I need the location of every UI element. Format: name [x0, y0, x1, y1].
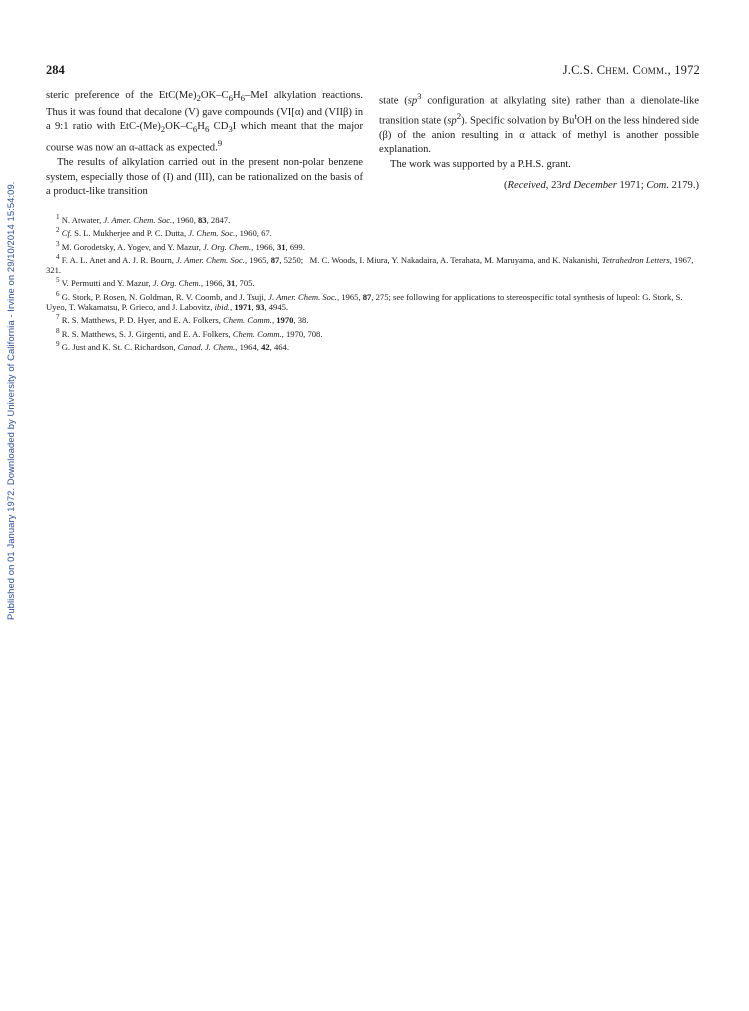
footnote-6: $^6$ G. Stork, P. Rosen, N. Goldman, R. V. Coomb, and J. Tsuji, J. Amer. Chem. Soc., 1965, 87, 275; see following for applications to stereospecific total synthesis of lupeol: G. Stork, S. Uyeo, T. Wakamatsu, P. Grieco, and J. Labovitz, ibid., 1971, 93, 4945.	[46, 289, 683, 312]
page-number: 284	[46, 63, 65, 77]
right-column	[379, 89, 699, 194]
journal-year: 1972	[674, 63, 700, 77]
acknowledgement: The work was supported by a P.H.S. grant.	[390, 158, 571, 170]
footnote-2: $^2$ Cf. S. L. Mukherjee and P. C. Dutta, J. Chem. Soc., 1960, 67.	[56, 226, 272, 239]
received-line: (Received, 23rd December 1971; Com. 2179.)	[504, 180, 699, 192]
left-column	[46, 89, 363, 200]
journal-prefix: J.C.S.	[562, 63, 594, 77]
footnote-5: $^5$ V. Permutti and Y. Mazur, J. Org. Chem., 1966, 31, 705.	[56, 276, 255, 289]
download-banner: Published on 01 January 1972. Downloaded by University of California - Irvine on 29/10/2014 15:54:09.	[5, 181, 16, 620]
left-paragraph-2: The results of alkylation carried out in the present non-polar benzene system, especially those of (I) and (III), can be rationalized on the basis of a product-like transition	[46, 157, 363, 198]
footnote-8: $^8$ R. S. Matthews, S. J. Girgenti, and E. A. Folkers, Chem. Comm., 1970, 708.	[56, 326, 323, 339]
footnote-4: $^4$ F. A. L. Anet and A. J. R. Bourn, J. Amer. Chem. Soc., 1965, 87, 5250; M. C. Woods, I. Miura, Y. Nakadaira, A. Terahata, M. Maruyama, and K. Nakanishi, Tetrahedron Letters, 1967, 321.	[46, 252, 694, 276]
year-separator: ,	[667, 63, 675, 77]
footnote-7: $^7$ R. S. Matthews, P. D. Hyer, and E. A. Folkers, Chem. Comm., 1970, 38.	[56, 313, 309, 326]
footnotes	[46, 212, 699, 352]
journal-name: Chem. Comm.	[596, 63, 668, 77]
right-paragraph-1: state ($sp^3$ configuration at alkylating site) rather than a dienolate-like transition state $(sp^2)$. Specific solvation by Bu$^t$OH on the less hindered side (β) of the anion resulting in α attack of methyl is another possible explanation.	[379, 91, 700, 156]
footnote-9: $^9$ G. Just and K. St. C. Richardson, Canad. J. Chem., 1964, 42, 464.	[56, 339, 289, 352]
footnote-3: $^3$ M. Gorodetsky, A. Yogev, and Y. Mazur, J. Org. Chem., 1966, 31, 699.	[56, 239, 305, 252]
running-head	[563, 63, 700, 78]
left-paragraph-1: steric preference of the $EtC(Me)_2OK-C_6H_6$–MeI alkylation reactions. Thus it was found that decalone (V) gave compounds (VI[α) and (VIIβ) in a 9:1 ratio with EtC-$(Me)_2OK-C_6H_6$ $CD_3I$ which meant that the major course was now an α-attack as expected.$^9$	[46, 90, 363, 154]
footnote-1: $^1$ N. Atwater, J. Amer. Chem. Soc., 1960, 83, 2847.	[56, 213, 231, 225]
